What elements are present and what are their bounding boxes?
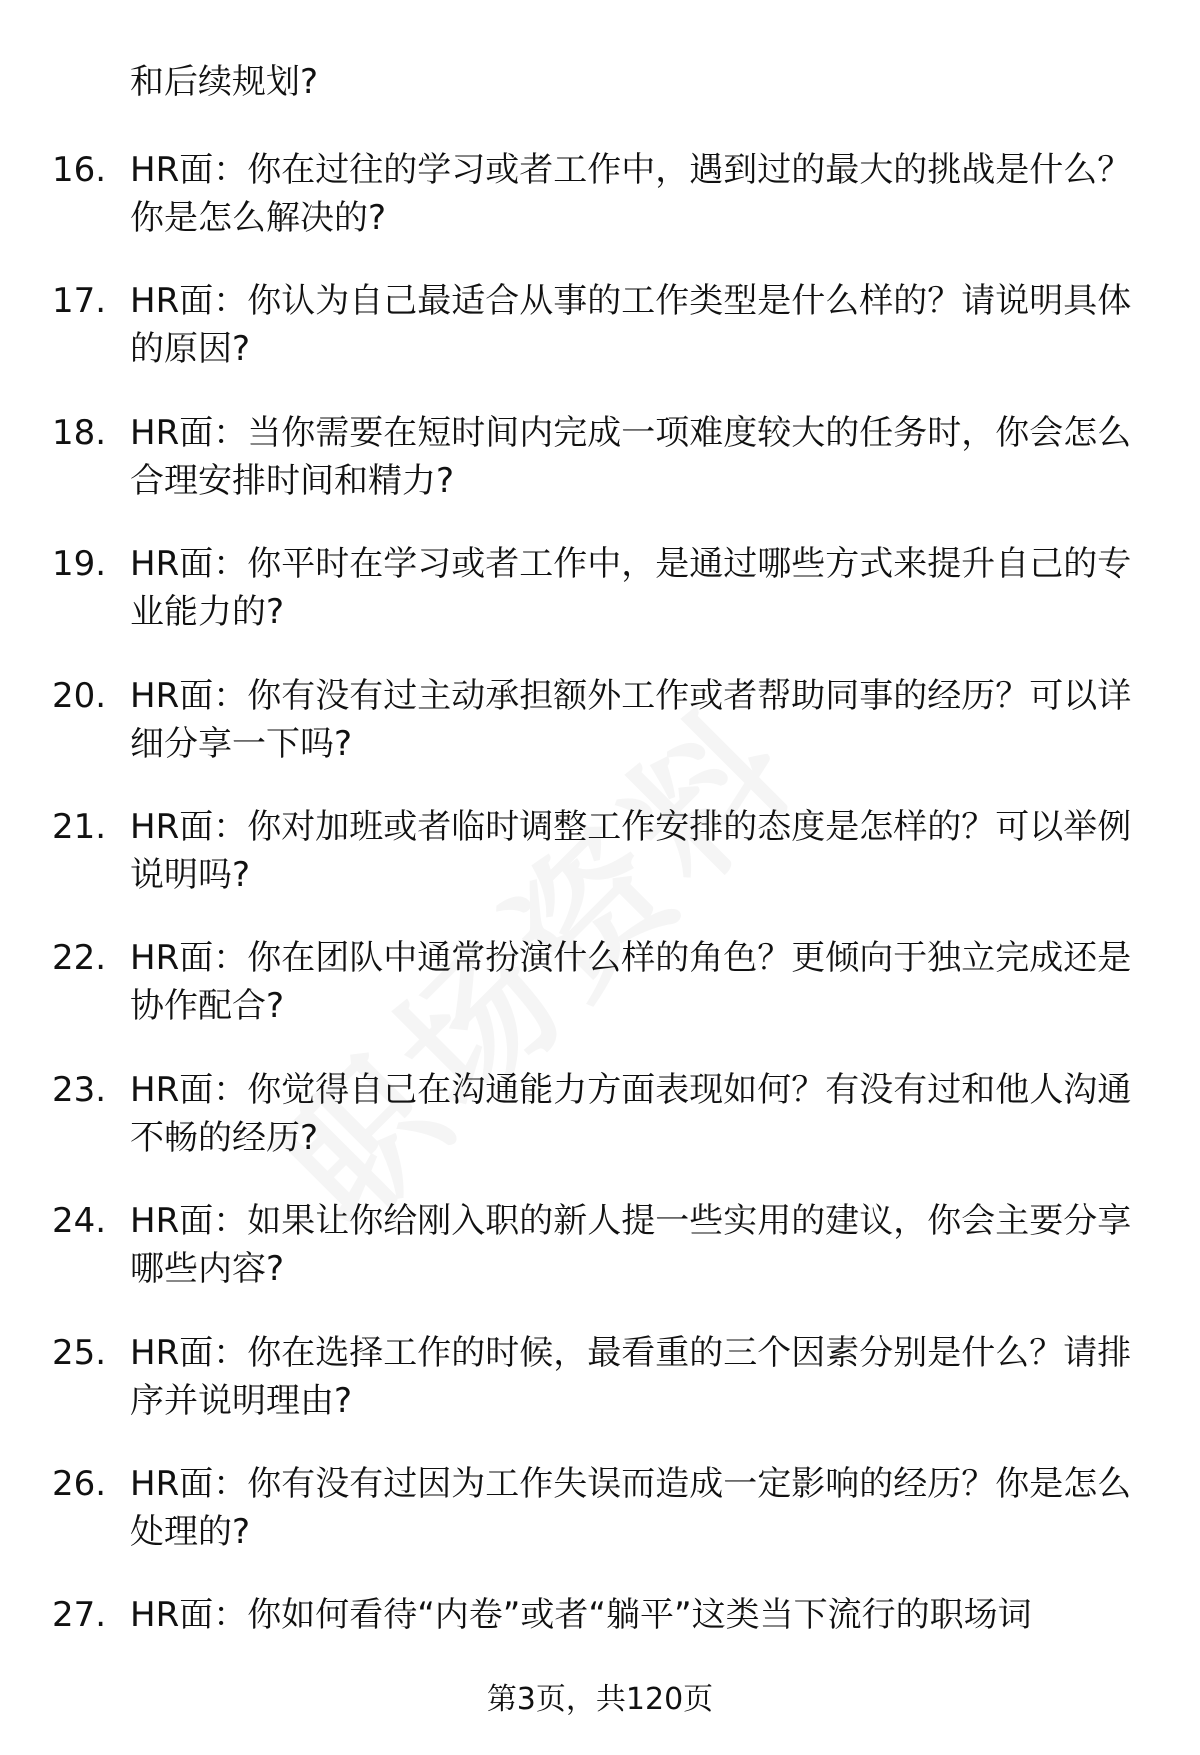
question-number: 23. — [52, 1069, 107, 1110]
question-text: HR面：你觉得自己在沟通能力方面表现如何？有没有过和他人沟通不畅的经历? — [130, 1069, 1132, 1158]
question-number: 21. — [52, 806, 107, 847]
question-text: HR面：你在团队中通常扮演什么样的角色？更倾向于独立完成还是协作配合? — [130, 938, 1132, 1027]
question-item — [0, 1329, 1200, 1460]
question-text: HR面：当你需要在短时间内完成一项难度较大的任务时，你会怎么合理安排时间和精力? — [130, 412, 1132, 501]
question-number: 19. — [52, 544, 107, 585]
page-footer: 第3页，共120页 — [486, 1682, 714, 1717]
question-list — [0, 146, 1200, 1723]
question-item — [0, 1066, 1200, 1197]
question-item — [0, 1197, 1200, 1328]
question-item — [0, 409, 1200, 540]
question-text: HR面：你对加班或者临时调整工作安排的态度是怎样的？可以举例说明吗? — [130, 806, 1132, 895]
question-text: HR面：你有没有过因为工作失误而造成一定影响的经历？你是怎么处理的? — [130, 1463, 1132, 1552]
question-text: HR面：你在过往的学习或者工作中，遇到过的最大的挑战是什么？你是怎么解决的? — [130, 150, 1132, 238]
question-item — [0, 277, 1200, 408]
question-item — [0, 540, 1200, 671]
question-text: HR面：你在选择工作的时候，最看重的三个因素分别是什么？请排序并说明理由? — [130, 1332, 1132, 1421]
question-number: 26. — [52, 1463, 107, 1504]
question-number: 20. — [52, 675, 107, 716]
question-text: HR面：你有没有过主动承担额外工作或者帮助同事的经历？可以详细分享一下吗? — [130, 675, 1132, 764]
question-number: 24. — [52, 1201, 107, 1242]
question-number: 22. — [52, 938, 107, 979]
question-item — [0, 803, 1200, 934]
question-text: HR面：你如何看待“内卷”或者“躺平”这类当下流行的职场词 — [130, 1595, 1032, 1636]
question-text: HR面：你认为自己最适合从事的工作类型是什么样的？请说明具体的原因? — [130, 281, 1132, 370]
question-number: 25. — [52, 1332, 107, 1373]
continuation-text: 和后续规划? — [130, 62, 319, 102]
question-number: 27. — [52, 1595, 107, 1636]
question-item — [0, 672, 1200, 803]
question-number: 16. — [52, 150, 107, 190]
question-number: 17. — [52, 281, 107, 322]
question-text: HR面：你平时在学习或者工作中，是通过哪些方式来提升自己的专业能力的? — [130, 544, 1132, 633]
question-item — [0, 1460, 1200, 1591]
question-text: HR面：如果让你给刚入职的新人提一些实用的建议，你会主要分享哪些内容? — [130, 1201, 1132, 1290]
question-item — [0, 934, 1200, 1065]
question-number: 18. — [52, 412, 107, 453]
question-item — [0, 146, 1200, 277]
